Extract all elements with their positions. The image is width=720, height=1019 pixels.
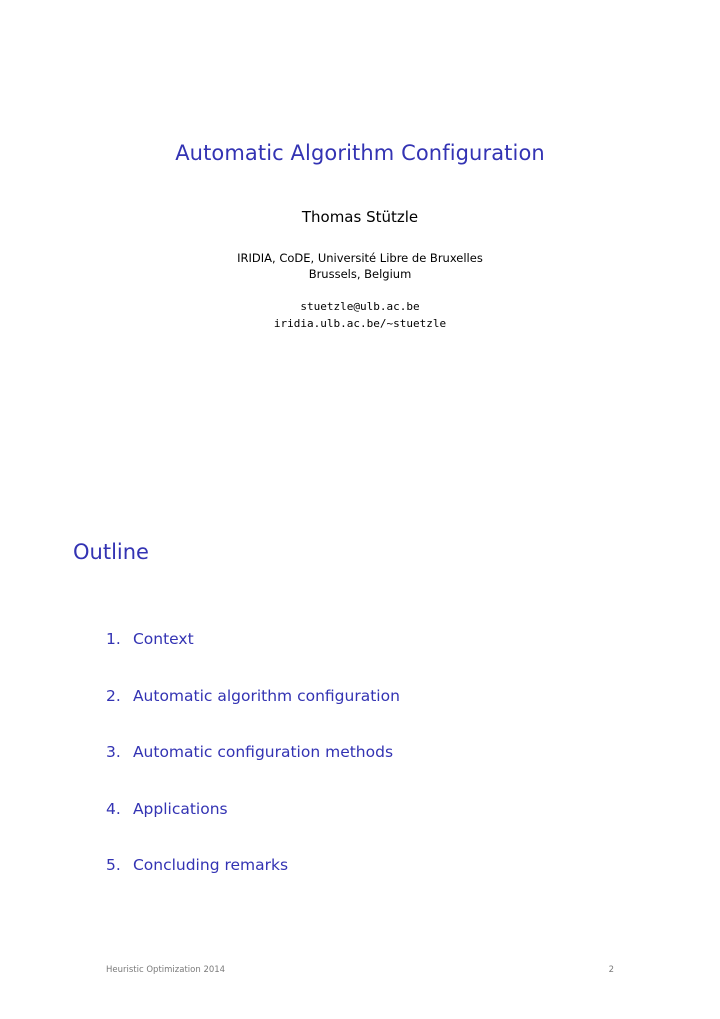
footer-page-number: 2: [608, 965, 614, 975]
outline-heading: Outline: [73, 540, 149, 564]
affiliation-institution: IRIDIA, CoDE, Université Libre de Bruxelles: [237, 251, 483, 265]
author-name: Thomas Stützle: [301, 208, 419, 226]
outline-item: [106, 743, 400, 800]
contact-info: [0, 298, 720, 332]
affiliation: [0, 250, 720, 282]
outline-item-number: 1.: [106, 630, 121, 648]
outline-item-label: Automatic algorithm configuration: [132, 686, 400, 705]
outline-item-label: Applications: [132, 799, 228, 818]
author-website: iridia.ulb.ac.be/~stuetzle: [273, 317, 447, 330]
author-email: stuetzle@ulb.ac.be: [300, 300, 420, 313]
presentation-title: Automatic Algorithm Configuration: [175, 141, 545, 165]
outline-item-number: 2.: [106, 686, 121, 705]
outline-item-label: Automatic configuration methods: [132, 743, 394, 761]
outline-item-number: 4.: [106, 799, 121, 818]
outline-item-label: Concluding remarks: [132, 856, 289, 874]
outline-item: [106, 800, 400, 857]
outline-item-number: 3.: [106, 743, 121, 761]
outline-item-label: Context: [132, 630, 194, 648]
outline-item-number: 5.: [106, 856, 121, 874]
affiliation-location: Brussels, Belgium: [308, 267, 412, 281]
outline-item: [106, 687, 400, 744]
outline-list: [106, 630, 400, 913]
footer-course: Heuristic Optimization 2014: [106, 965, 226, 975]
outline-item: [106, 856, 400, 913]
outline-item: [106, 630, 400, 687]
